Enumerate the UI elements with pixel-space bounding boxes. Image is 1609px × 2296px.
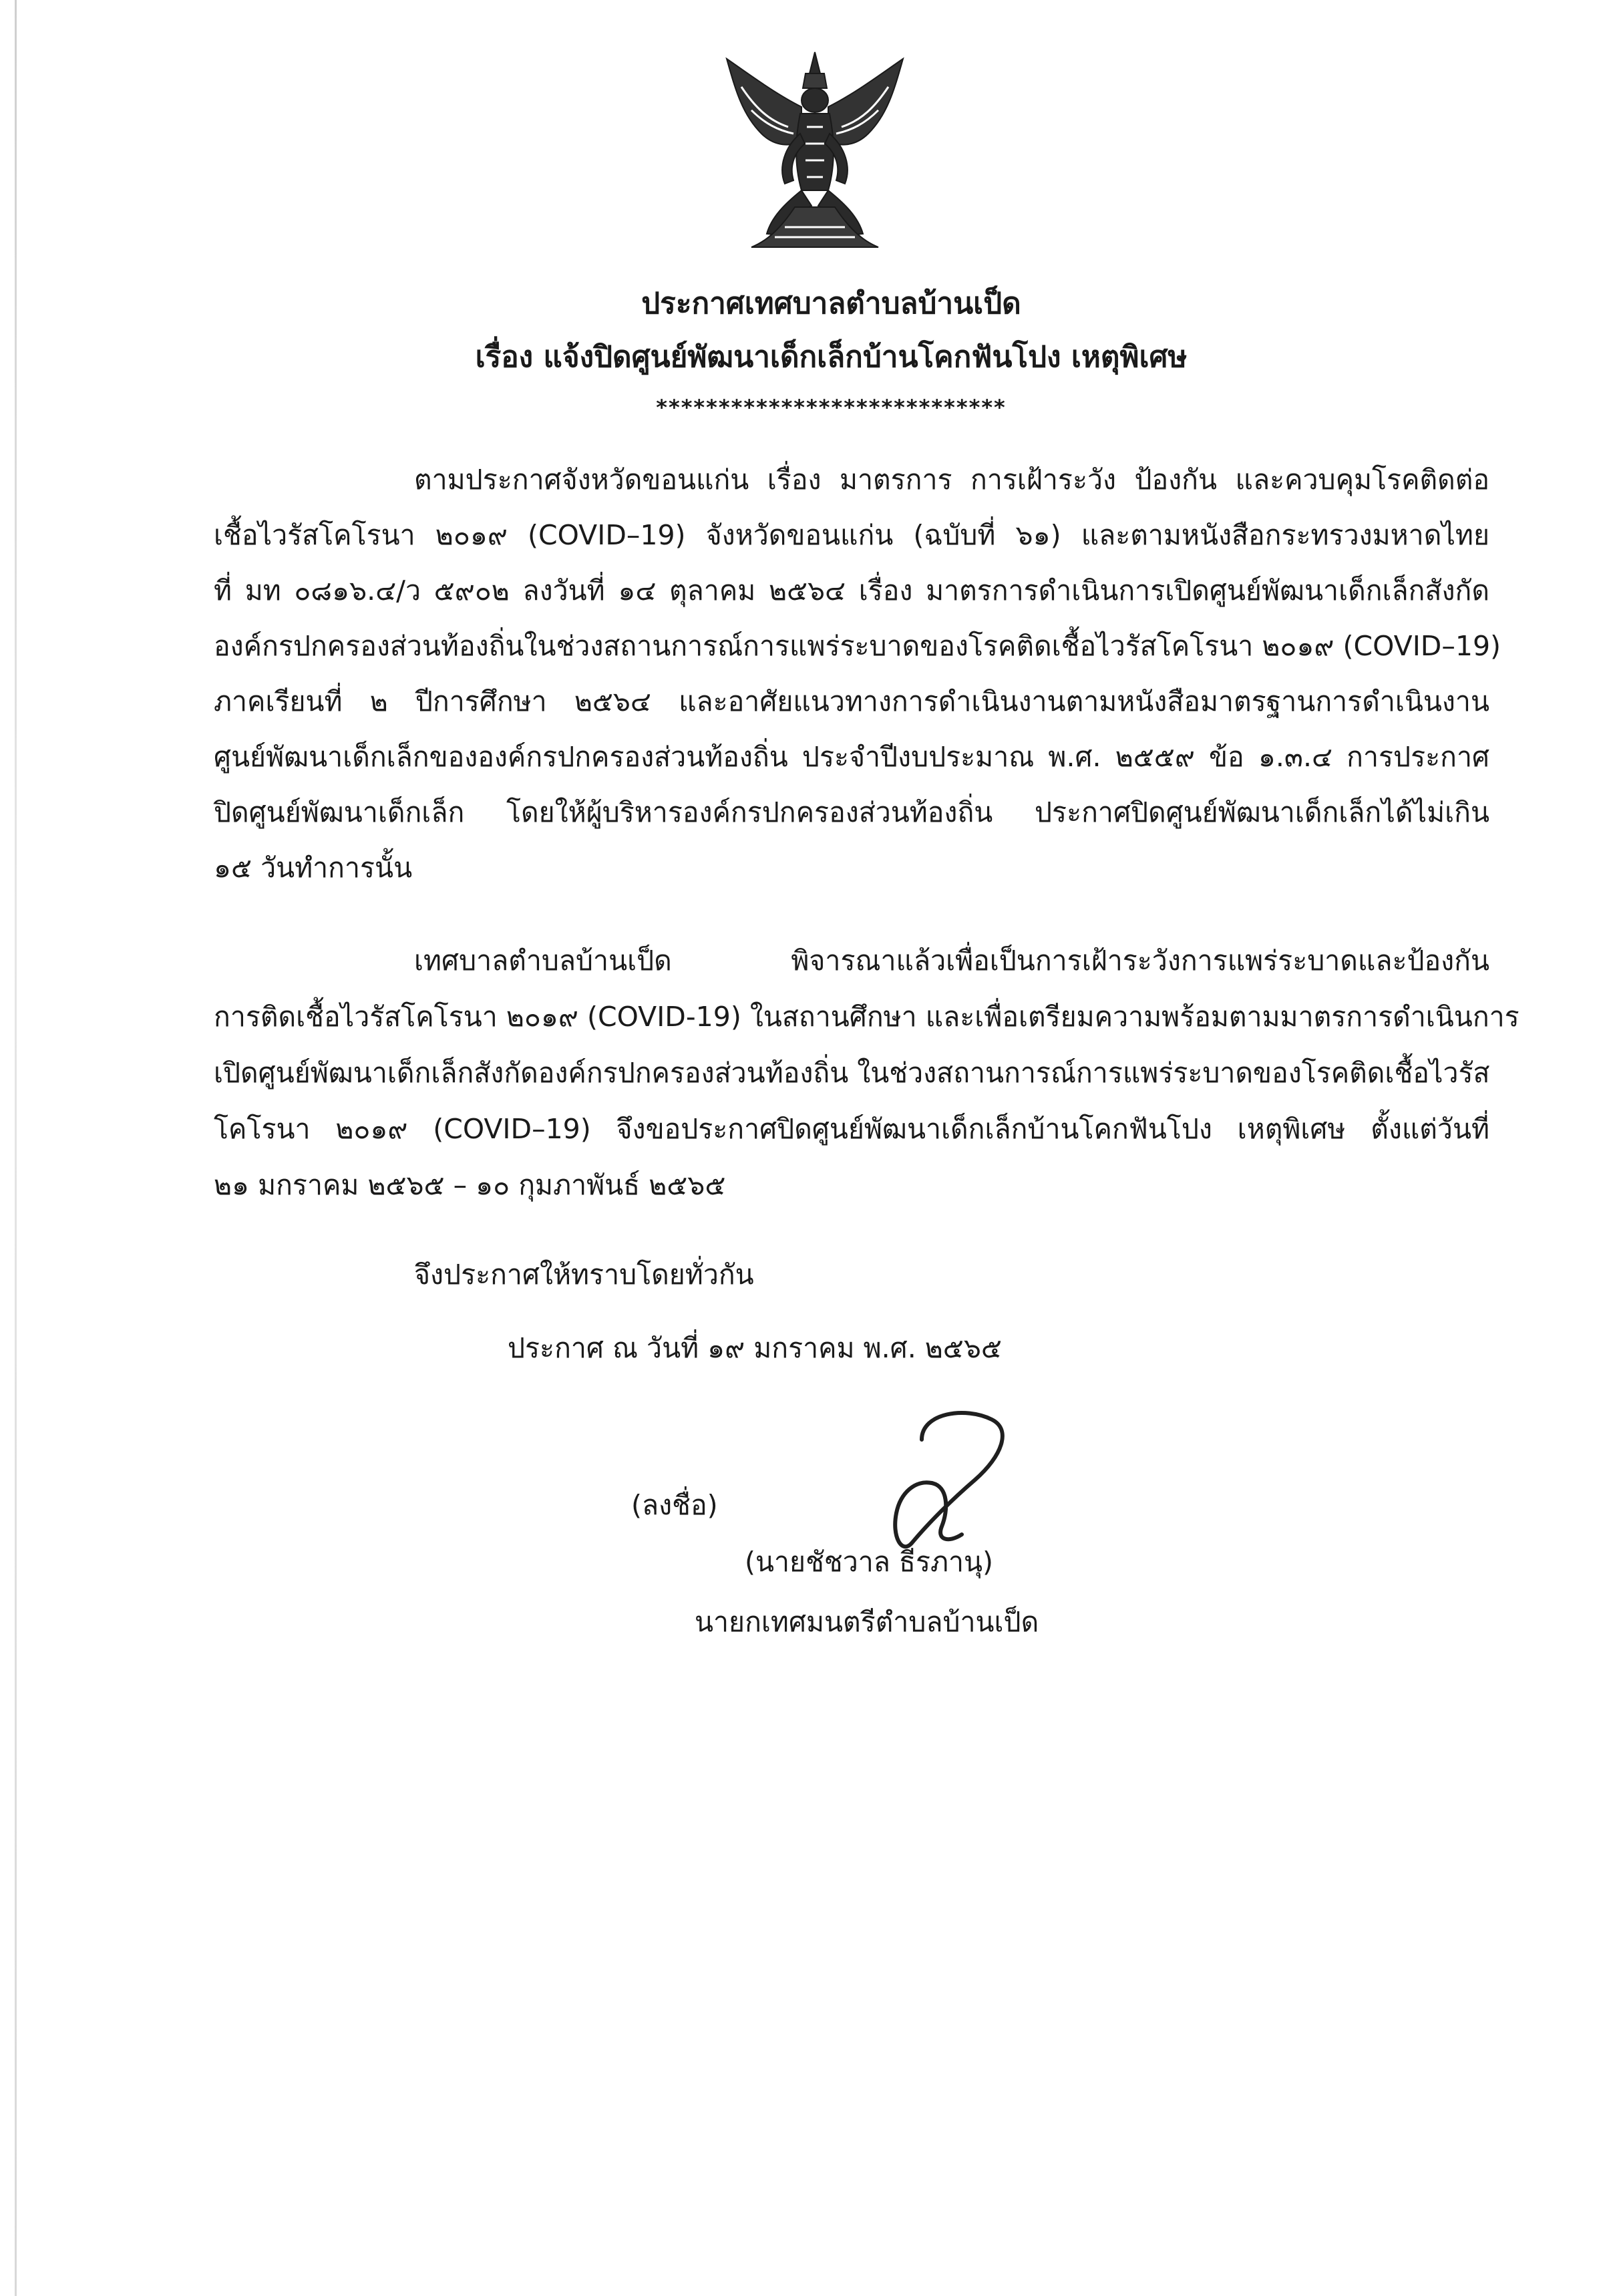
paragraph-line: ที่ มท ๐๘๑๖.๔/ว ๕๙๐๒ ลงวันที่ ๑๔ ตุลาคม ๒๕๖๔ เรื่อง มาตรการดำเนินการเปิดศูนย์พัฒนาเด็กเล็กสังกัด <box>214 575 1489 607</box>
announcement-subject: เรื่อง แจ้งปิดศูนย์พัฒนาเด็กเล็กบ้านโคกฟันโปง เหตุพิเศษ <box>475 340 1188 374</box>
paragraph-line: เทศบาลตำบลบ้านเป็ด พิจารณาแล้วเพื่อเป็นการเฝ้าระวังการแพร่ระบาดและป้องกัน <box>414 945 1489 977</box>
scan-edge <box>15 0 17 2296</box>
handwritten-signature <box>822 1393 1015 1560</box>
paragraph-line: ภาคเรียนที่ ๒ ปีการศึกษา ๒๕๖๔ และอาศัยแนวทางการดำเนินงานตามหนังสือมาตรฐานการดำเนินงาน <box>214 685 1489 717</box>
paragraph-line: เปิดศูนย์พัฒนาเด็กเล็กสังกัดองค์กรปกครองส่วนท้องถิ่น ในช่วงสถานการณ์การแพร่ระบาดของโรคติดเชื้อไวรัส <box>214 1057 1490 1089</box>
closing-announcement: จึงประกาศให้ทราบโดยทั่วกัน <box>414 1259 754 1291</box>
signer-name: (นายชัชวาล ธีรภานุ) <box>745 1546 994 1578</box>
signer-position: นายกเทศมนตรีตำบลบ้านเป็ด <box>695 1606 1039 1638</box>
signed-label: (ลงชื่อ) <box>631 1489 718 1521</box>
paragraph-line: ศูนย์พัฒนาเด็กเล็กขององค์กรปกครองส่วนท้องถิ่น ประจำปีงบประมาณ พ.ศ. ๒๕๕๙ ข้อ ๑.๓.๔ การประกาศ <box>214 741 1489 773</box>
title-separator: **************************** <box>656 395 1007 420</box>
garuda-emblem-icon <box>715 47 915 254</box>
paragraph-line: การติดเชื้อไวรัสโคโรนา ๒๐๑๙ (COVID-19) ในสถานศึกษา และเพื่อเตรียมความพร้อมตามมาตรการดำเนินการ <box>214 1001 1519 1033</box>
announcement-date: ประกาศ ณ วันที่ ๑๙ มกราคม พ.ศ. ๒๕๖๕ <box>508 1332 1002 1364</box>
paragraph-line: องค์กรปกครองส่วนท้องถิ่นในช่วงสถานการณ์การแพร่ระบาดของโรคติดเชื้อไวรัสโคโรนา ๒๐๑๙ (COVID–19) <box>214 630 1501 662</box>
paragraph-line: ๒๑ มกราคม ๒๕๖๕ – ๑๐ กุมภาพันธ์ ๒๕๖๕ <box>214 1169 726 1201</box>
paragraph-line: ปิดศูนย์พัฒนาเด็กเล็ก โดยให้ผู้บริหารองค์กรปกครองส่วนท้องถิ่น ประกาศปิดศูนย์พัฒนาเด็กเล็กได้ไม่เกิน <box>214 796 1489 828</box>
paragraph-line: โคโรนา ๒๐๑๙ (COVID–19) จึงขอประกาศปิดศูนย์พัฒนาเด็กเล็กบ้านโคกฟันโปง เหตุพิเศษ ตั้งแต่วันที่ <box>214 1113 1489 1145</box>
paragraph-line: ตามประกาศจังหวัดขอนแก่น เรื่อง มาตรการ การเฝ้าระวัง ป้องกัน และควบคุมโรคติดต่อ <box>414 464 1489 496</box>
paragraph-line: ๑๕ วันทำการนั้น <box>214 852 413 884</box>
paragraph-line: เชื้อไวรัสโคโรนา ๒๐๑๙ (COVID–19) จังหวัดขอนแก่น (ฉบับที่ ๖๑) และตามหนังสือกระทรวงมหาดไทย <box>214 519 1489 551</box>
announcement-title: ประกาศเทศบาลตำบลบ้านเป็ด <box>641 287 1021 321</box>
